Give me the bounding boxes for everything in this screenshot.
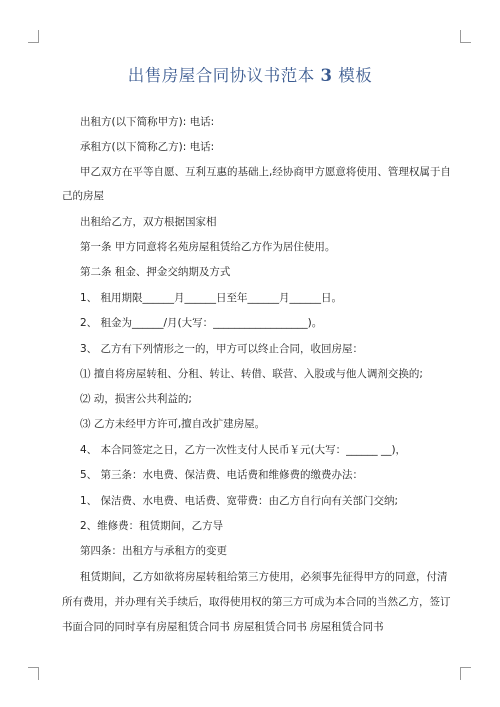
- title-prefix: 出售房屋合同协议书范本: [127, 66, 315, 85]
- item-fees-clause: 5、 第三条：水电费、保洁费、电话费和维修费的缴费办法：: [80, 469, 364, 481]
- fee-item-1: 1、 保洁费、水电费、电话费、宽带费：由乙方自行向有关部门交纳;: [80, 495, 399, 507]
- clause-4: 第四条：出租方与承租方的变更: [80, 545, 227, 557]
- paragraph-sublease-line-3: 书面合同的同时享有房屋租赁合同书 房屋租赁合同书 房屋租赁合同书: [62, 621, 384, 633]
- sub-item-1: ⑴ 擅自将房屋转租、分租、转让、转借、联营、入股或与他人调剂交换的;: [80, 368, 423, 380]
- title-number: 3: [320, 66, 333, 85]
- paragraph-agreement-line-2: 己的房屋: [62, 190, 104, 202]
- paragraph-sublease-line-2: 所有费用，并办理有关手续后，取得使用权的第三方可成为本合同的当然乙方，签订: [62, 596, 451, 608]
- clause-1: 第一条 甲方同意将名苑房屋租赁给乙方作为居住使用。: [80, 241, 336, 253]
- fee-item-2: 2、维修费：租赁期间，乙方导: [80, 520, 224, 532]
- sub-item-2: ⑵ 动，损害公共利益的;: [80, 393, 192, 405]
- paragraph-sublease-line-1: 租赁期间，乙方如欲将房屋转租给第三方使用，必须事先征得甲方的同意，付清: [80, 571, 448, 583]
- crop-mark-top-right: [460, 30, 471, 43]
- paragraph-lessee: 承租方(以下简称乙方): 电话:: [80, 141, 215, 153]
- item-rent: 2、 租金为______/月(大写：__________________)。: [80, 317, 323, 329]
- item-lease-term: 1、 租用期限______月______日至年______月______日。: [80, 292, 343, 304]
- title-suffix: 模板: [338, 66, 373, 85]
- crop-mark-bottom-left: [28, 667, 39, 680]
- clause-2: 第二条 租金、押金交纳期及方式: [80, 266, 231, 278]
- paragraph-lessor: 出租方(以下简称甲方): 电话:: [80, 116, 215, 128]
- paragraph-lease-to: 出租给乙方，双方根据国家相: [80, 216, 217, 228]
- crop-mark-bottom-right: [460, 667, 471, 680]
- sub-item-3: ⑶ 乙方未经甲方许可,擅自改扩建房屋。: [80, 418, 266, 430]
- document-title: [0, 62, 500, 86]
- paragraph-agreement-line-1: 甲乙双方在平等自愿、互利互惠的基础上,经协商甲方愿意将使用、管理权属于自: [80, 166, 451, 178]
- item-termination: 3、 乙方有下列情形之一的，甲方可以终止合同，收回房屋：: [80, 343, 364, 355]
- item-deposit: 4、 本合同签定之日，乙方一次性支付人民币￥元(大写：______ __)，: [80, 444, 407, 456]
- crop-mark-top-left: [28, 30, 39, 43]
